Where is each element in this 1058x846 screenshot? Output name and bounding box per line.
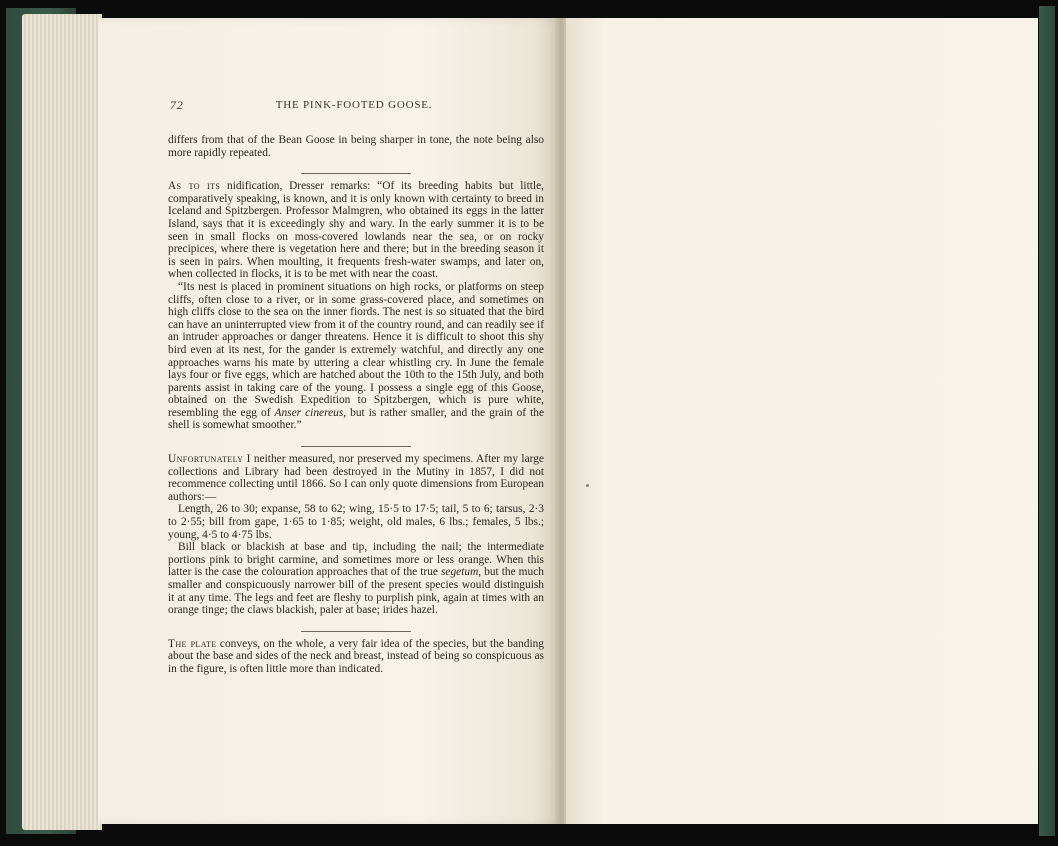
- page-number: 72: [170, 98, 184, 112]
- section-gap: [168, 432, 544, 446]
- page-edges: [22, 14, 102, 830]
- section-rule: [301, 446, 411, 447]
- nest-text-b: , but is rather smaller, and the grain of the shell is somewhat smoother.”: [168, 406, 544, 432]
- paragraph-bill: [168, 541, 544, 617]
- paper-speck: [586, 484, 589, 487]
- bill-text-a: Bill black or blackish at base and tip, including the nail; the intermediate portions pink to bright carmine, and sometimes more or less orange. When this latter is the case the colouration approaches that of the true: [168, 541, 544, 579]
- section-gap: [168, 159, 544, 173]
- section-rule: [301, 631, 411, 632]
- section-lead: As to its: [168, 180, 221, 193]
- paragraph-dimensions: Length, 26 to 30; expanse, 58 to 62; wing, 15·5 to 17·5; tail, 5 to 6; tarsus, 2·3 to 2·55; bill from gape, 1·65 to 1·85; weight, old males, 6 lbs.; females, 5 lbs.; young, 4·5 to 4·75 lbs.: [168, 503, 544, 541]
- page-body: [168, 134, 544, 676]
- nest-text-a: “Its nest is placed in prominent situations on high rocks, or platforms on steep cliffs, often close to a river, or in some grass-covered place, and sometimes on high cliffs close to the sea on the inner fiords. The nest is so situated that the bird can have an uninterrupted view from it of the country round, and can readily see if an intruder approaches or danger threatens. Hence it is difficult to shoot this shy bird even at its nest, for the gander is extremely watchful, and directly any one approaches warns his mate by uttering a clear whistling cry. In June the female lays four or five eggs, which are hatched about the 10th to the 15th July, and both parents assist in taking care of the young. I possess a single egg of this Goose, obtained on the Swedish Expedition to Spitzbergen, which is pure white, resembling the egg of: [168, 280, 544, 419]
- species-name: segetum: [440, 566, 479, 579]
- section-rule: [301, 173, 411, 174]
- paragraph-plate: [168, 638, 544, 676]
- section-text: I neither measured, nor preserved my specimens. After my large collections and Library had been destroyed in the Mutiny in 1857, I did not recommence collecting until 1866. So I can only quote dimensions from European authors:—: [168, 453, 544, 503]
- page-header: [170, 98, 538, 118]
- section-text: nidification, Dresser remarks: “Of its breeding habits but little, comparatively speaking, is known, and it is only known with certainty to breed in Iceland and Spitzbergen. Professor Malmgren, who obtained its eggs in the latter Island, says that it is exceedingly shy and wary. In the early summer it is to be seen in small flocks on moss-covered lowlands near the sea, or on rocky precipices, where there is vegetation here and there; but in the breeding season it is seen in pairs. When moulting, it frequents fresh-water swamps, and later on, when collected in flocks, it is to be met with near the coast.: [168, 180, 544, 281]
- paragraph-specimens: [168, 453, 544, 503]
- bill-text-b: , but the much smaller and conspicuously narrower bill of the present species would distinguish it at any time. The legs and feet are fleshy to purplish pink, again at times with an orange tinge; the claws blackish, paler at base; irides hazel.: [168, 566, 544, 617]
- paragraph-nidification: [168, 180, 544, 281]
- book-cover-right: [1039, 6, 1055, 836]
- paragraph-call-note: differs from that of the Bean Goose in being sharper in tone, the note being also more rapidly repeated.: [168, 134, 544, 159]
- right-page-blank: [566, 18, 1038, 824]
- section-lead: Unfortunately: [168, 453, 244, 466]
- paragraph-nest: [168, 281, 544, 432]
- running-title: THE PINK-FOOTED GOOSE.: [275, 99, 433, 111]
- species-name: Anser cinereus: [274, 406, 344, 419]
- section-text: conveys, on the whole, a very fair idea of the species, but the banding about the base and sides of the neck and breast, instead of being so conspicuous as in the figure, is often little more than indicated.: [168, 637, 544, 675]
- section-lead: The plate: [168, 637, 217, 650]
- left-page: [98, 18, 560, 824]
- section-gap: [168, 617, 544, 631]
